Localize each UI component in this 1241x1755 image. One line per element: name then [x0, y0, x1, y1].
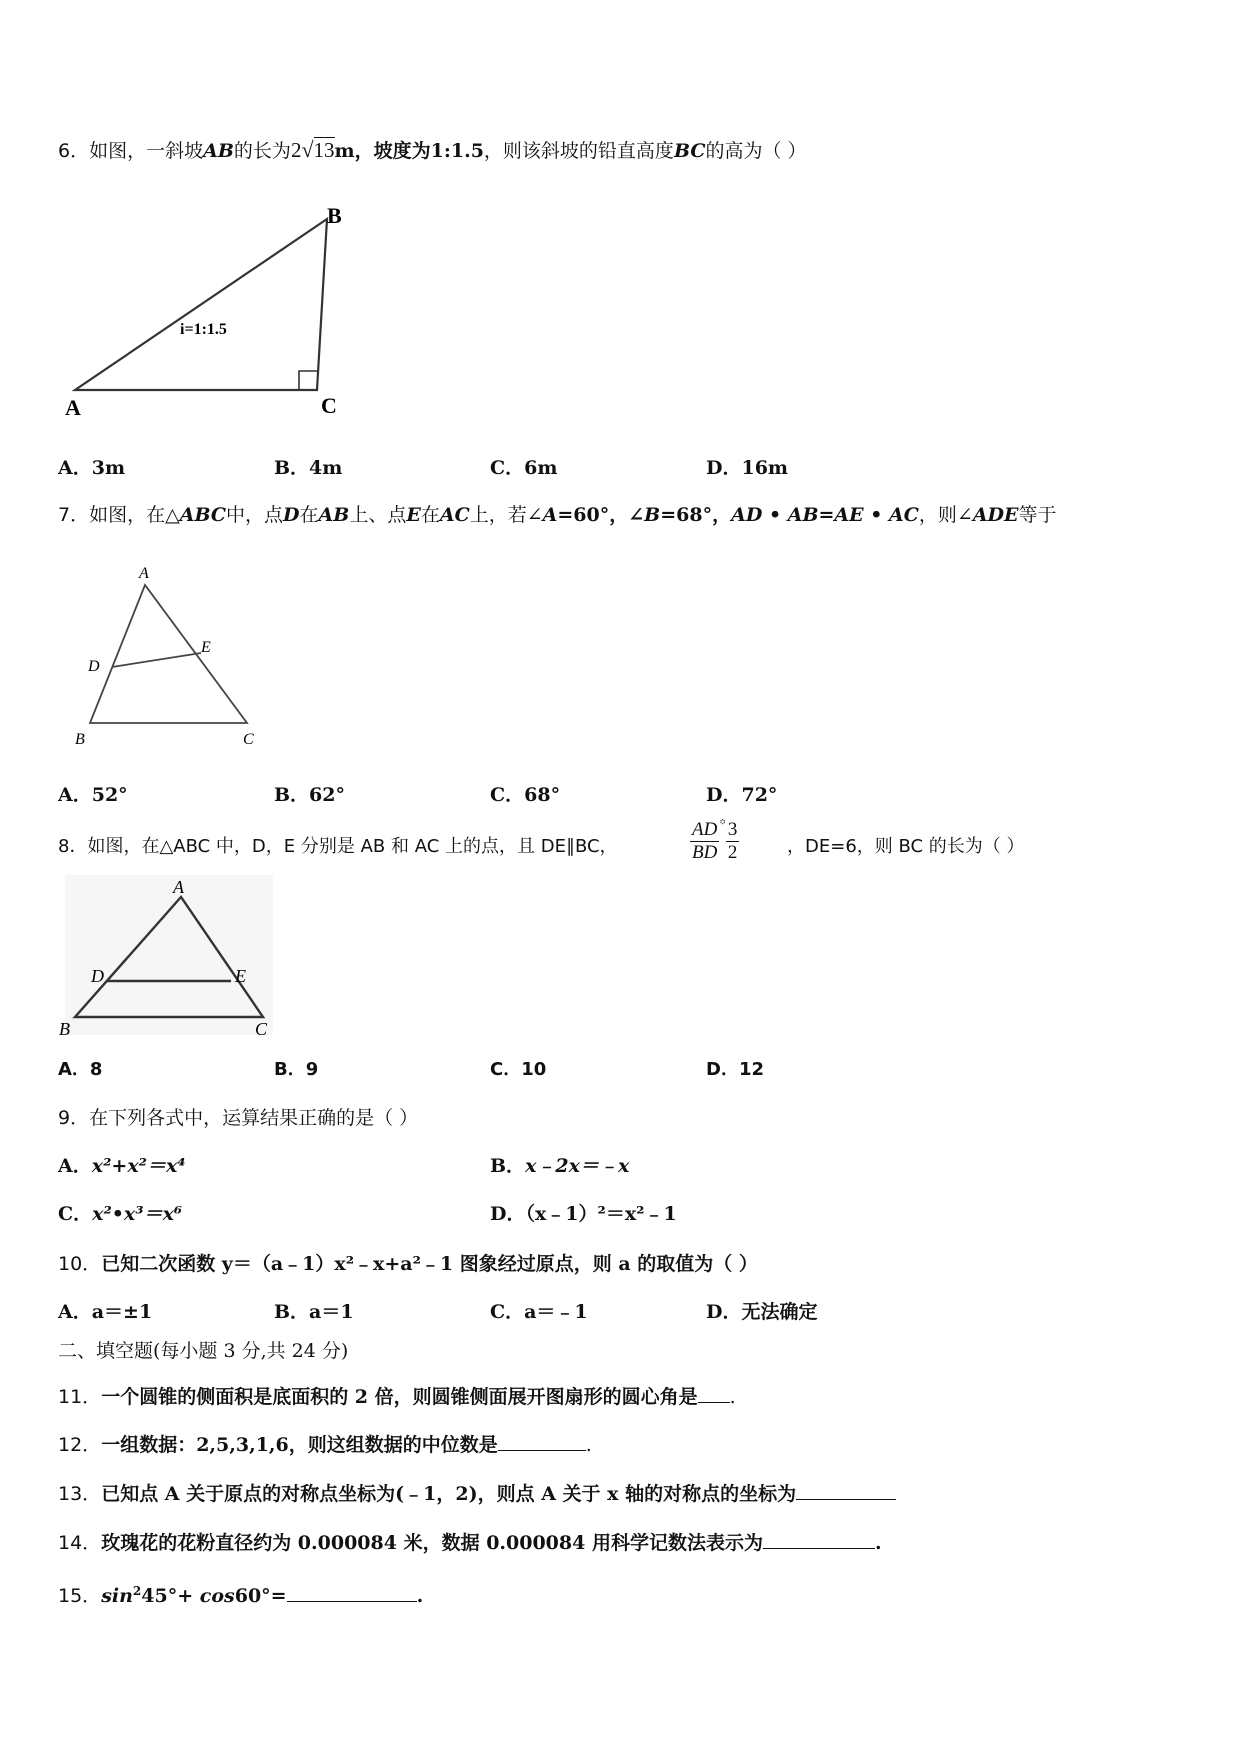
- option-label: B．: [490, 1155, 526, 1177]
- radical-coef: 2: [290, 138, 302, 162]
- option-text: x²+x²＝x⁴: [91, 1155, 186, 1177]
- math-var: BC: [673, 140, 706, 162]
- option-d[interactable]: D．72°: [706, 784, 778, 806]
- question-13: [58, 1481, 896, 1507]
- option-b[interactable]: B．a＝1: [274, 1301, 354, 1323]
- question-number: 6．: [58, 140, 90, 162]
- math-var: ABC: [179, 504, 226, 526]
- question-text: 如图，一斜坡: [89, 140, 204, 162]
- question-text: 玫瑰花的花粉直径约为 0.000084 米，数据 0.000084 用科学记数法表示为: [101, 1532, 763, 1554]
- option-a[interactable]: A．3m: [58, 457, 126, 479]
- vertex-label-d: D: [91, 966, 104, 986]
- equals-glyph: ꙳: [719, 817, 726, 831]
- question-text: ，则∠: [918, 504, 973, 526]
- option-c[interactable]: C．6m: [490, 457, 558, 479]
- period: .: [416, 1585, 424, 1607]
- question-number: 15．: [58, 1585, 102, 1607]
- question-12: [58, 1432, 592, 1458]
- vertex-label-d: D: [88, 658, 100, 675]
- question-number: 13．: [58, 1483, 102, 1505]
- numerator: 3: [727, 819, 738, 840]
- question-text: =60°，∠: [557, 504, 645, 526]
- question-text: 如图，在△ABC 中，D，E 分别是 AB 和 AC 上的点，且 DE∥BC，: [87, 836, 618, 857]
- question-8: [58, 834, 618, 860]
- fraction-ad-bd: [690, 815, 739, 864]
- answer-blank[interactable]: [498, 1432, 586, 1451]
- question-15: [58, 1578, 423, 1609]
- option-b[interactable]: B．4m: [274, 457, 343, 479]
- question-11: [58, 1384, 736, 1410]
- question-6: [58, 137, 807, 164]
- vertex-label-e: E: [235, 966, 246, 986]
- fraction: [726, 819, 740, 864]
- option-a[interactable]: A．a＝±1: [58, 1301, 153, 1323]
- option-b[interactable]: B．9: [274, 1059, 319, 1080]
- vertex-label-c: C: [243, 731, 254, 748]
- math-var: D: [283, 504, 300, 526]
- option-d[interactable]: D．12: [706, 1059, 764, 1080]
- question-text: 已知点 A 关于原点的对称点坐标为(﹣1，2)，则点 A 关于 x 轴的对称点的坐标为: [101, 1483, 797, 1505]
- question-text: 如图，在△: [89, 504, 180, 526]
- math-func: cos: [199, 1585, 235, 1607]
- question-text: ，DE=6，则 BC 的长为（ ）: [787, 836, 1025, 857]
- math-var: A: [542, 504, 558, 526]
- period: .: [874, 1532, 882, 1554]
- question-number: 8．: [58, 836, 88, 857]
- vertex-label-a: A: [65, 395, 81, 420]
- option-label: C．: [58, 1203, 93, 1225]
- question-text: 已知二次函数 y＝（a﹣1）x²﹣x+a²﹣1 图象经过原点，则 a 的取值为（ ）: [101, 1253, 758, 1275]
- option-a[interactable]: A．8: [58, 1059, 103, 1080]
- question-text: 上、点: [349, 504, 407, 526]
- option-d[interactable]: D．16m: [706, 457, 789, 479]
- question-text: 在下列各式中，运算结果正确的是（ ）: [89, 1107, 419, 1129]
- section-heading: 二、填空题(每小题 3 分,共 24 分): [58, 1340, 349, 1362]
- vertex-label-a: A: [139, 565, 149, 582]
- answer-blank[interactable]: [763, 1530, 875, 1549]
- question-number: 7．: [58, 504, 90, 526]
- option-text: x²•x³＝x⁶: [92, 1203, 183, 1225]
- question-text: =68°，: [660, 504, 732, 526]
- option-c[interactable]: [58, 1201, 182, 1227]
- option-c[interactable]: C．10: [490, 1059, 547, 1080]
- question-number: 14．: [58, 1532, 102, 1554]
- numerator: AD: [692, 819, 718, 840]
- radical: √13: [301, 137, 335, 162]
- option-label: D．: [490, 1203, 526, 1225]
- option-a[interactable]: [58, 1153, 186, 1179]
- math-var: AB: [203, 140, 234, 162]
- vertex-label-e: E: [201, 639, 211, 656]
- figure-q6-slope-triangle: [55, 195, 355, 420]
- radicand: 13: [313, 138, 335, 162]
- question-text: m，坡度为: [334, 140, 431, 162]
- question-text: 一个圆锥的侧面积是底面积的 2 倍，则圆锥侧面展开图扇形的圆心角是: [101, 1386, 698, 1408]
- question-10: [58, 1251, 758, 1277]
- question-number: 9．: [58, 1107, 90, 1129]
- question-text: 的高为（ ）: [705, 140, 807, 162]
- option-c[interactable]: C．68°: [490, 784, 561, 806]
- slope-label: i=1:1.5: [180, 321, 227, 338]
- question-text: 在: [420, 504, 440, 526]
- question-14: [58, 1530, 882, 1556]
- vertex-label-a: A: [173, 877, 184, 897]
- question-number: 12．: [58, 1434, 102, 1456]
- question-7: [58, 502, 1057, 528]
- vertex-label-c: C: [321, 393, 337, 418]
- figure-q7-triangle: [75, 560, 265, 755]
- answer-blank[interactable]: [287, 1583, 417, 1602]
- segment-de: [112, 653, 201, 667]
- question-text: 上，若∠: [469, 504, 543, 526]
- question-number: 10．: [58, 1253, 102, 1275]
- period: .: [729, 1386, 736, 1408]
- exponent: 2: [132, 1584, 142, 1598]
- option-text: （x﹣1）²＝x²﹣1: [525, 1203, 677, 1225]
- vertex-label-b: B: [327, 203, 342, 228]
- question-text: ，则该斜坡的铅直高度: [483, 140, 674, 162]
- figure-q8-triangle: [55, 875, 275, 1040]
- option-b[interactable]: [490, 1153, 629, 1179]
- math-var: AC: [439, 504, 470, 526]
- math-term: 45°+: [141, 1585, 200, 1607]
- math-var: AB: [318, 504, 350, 526]
- math-func: sin: [101, 1585, 133, 1607]
- option-a[interactable]: A．52°: [58, 784, 128, 806]
- triangle-abc: [75, 219, 327, 390]
- question-9: [58, 1105, 418, 1131]
- math-var: ADE: [972, 504, 1019, 526]
- figure-background: [65, 875, 273, 1035]
- question-text: 中，点: [226, 504, 284, 526]
- denominator: 2: [727, 842, 738, 863]
- right-angle-mark: [299, 371, 317, 390]
- math-var: E: [406, 504, 421, 526]
- option-b[interactable]: B．62°: [274, 784, 345, 806]
- option-c[interactable]: C．a＝﹣1: [490, 1301, 588, 1323]
- option-text: x﹣2x＝﹣x: [525, 1155, 630, 1177]
- answer-blank[interactable]: [698, 1384, 730, 1403]
- math-relation: AD • AB=AE • AC: [731, 504, 919, 526]
- slope-value: 1:1.5: [430, 140, 484, 162]
- vertex-label-b: B: [75, 731, 85, 748]
- fraction: [690, 819, 719, 864]
- period: .: [585, 1434, 592, 1456]
- question-text: 在: [299, 504, 319, 526]
- question-text: 的长为: [233, 140, 291, 162]
- math-var: B: [644, 504, 661, 526]
- denominator: BD: [692, 842, 718, 863]
- option-label: A．: [58, 1155, 92, 1177]
- vertex-label-b: B: [59, 1019, 70, 1039]
- vertex-label-c: C: [255, 1019, 268, 1039]
- option-d[interactable]: [490, 1201, 677, 1227]
- question-text: 一组数据：2,5,3,1,6，则这组数据的中位数是: [101, 1434, 498, 1456]
- question-text: 等于: [1018, 504, 1057, 526]
- triangle-abc: [90, 585, 247, 723]
- option-d[interactable]: D．无法确定: [706, 1301, 818, 1323]
- question-number: 11．: [58, 1386, 102, 1408]
- math-term: 60°=: [234, 1585, 287, 1607]
- answer-blank[interactable]: [796, 1481, 896, 1500]
